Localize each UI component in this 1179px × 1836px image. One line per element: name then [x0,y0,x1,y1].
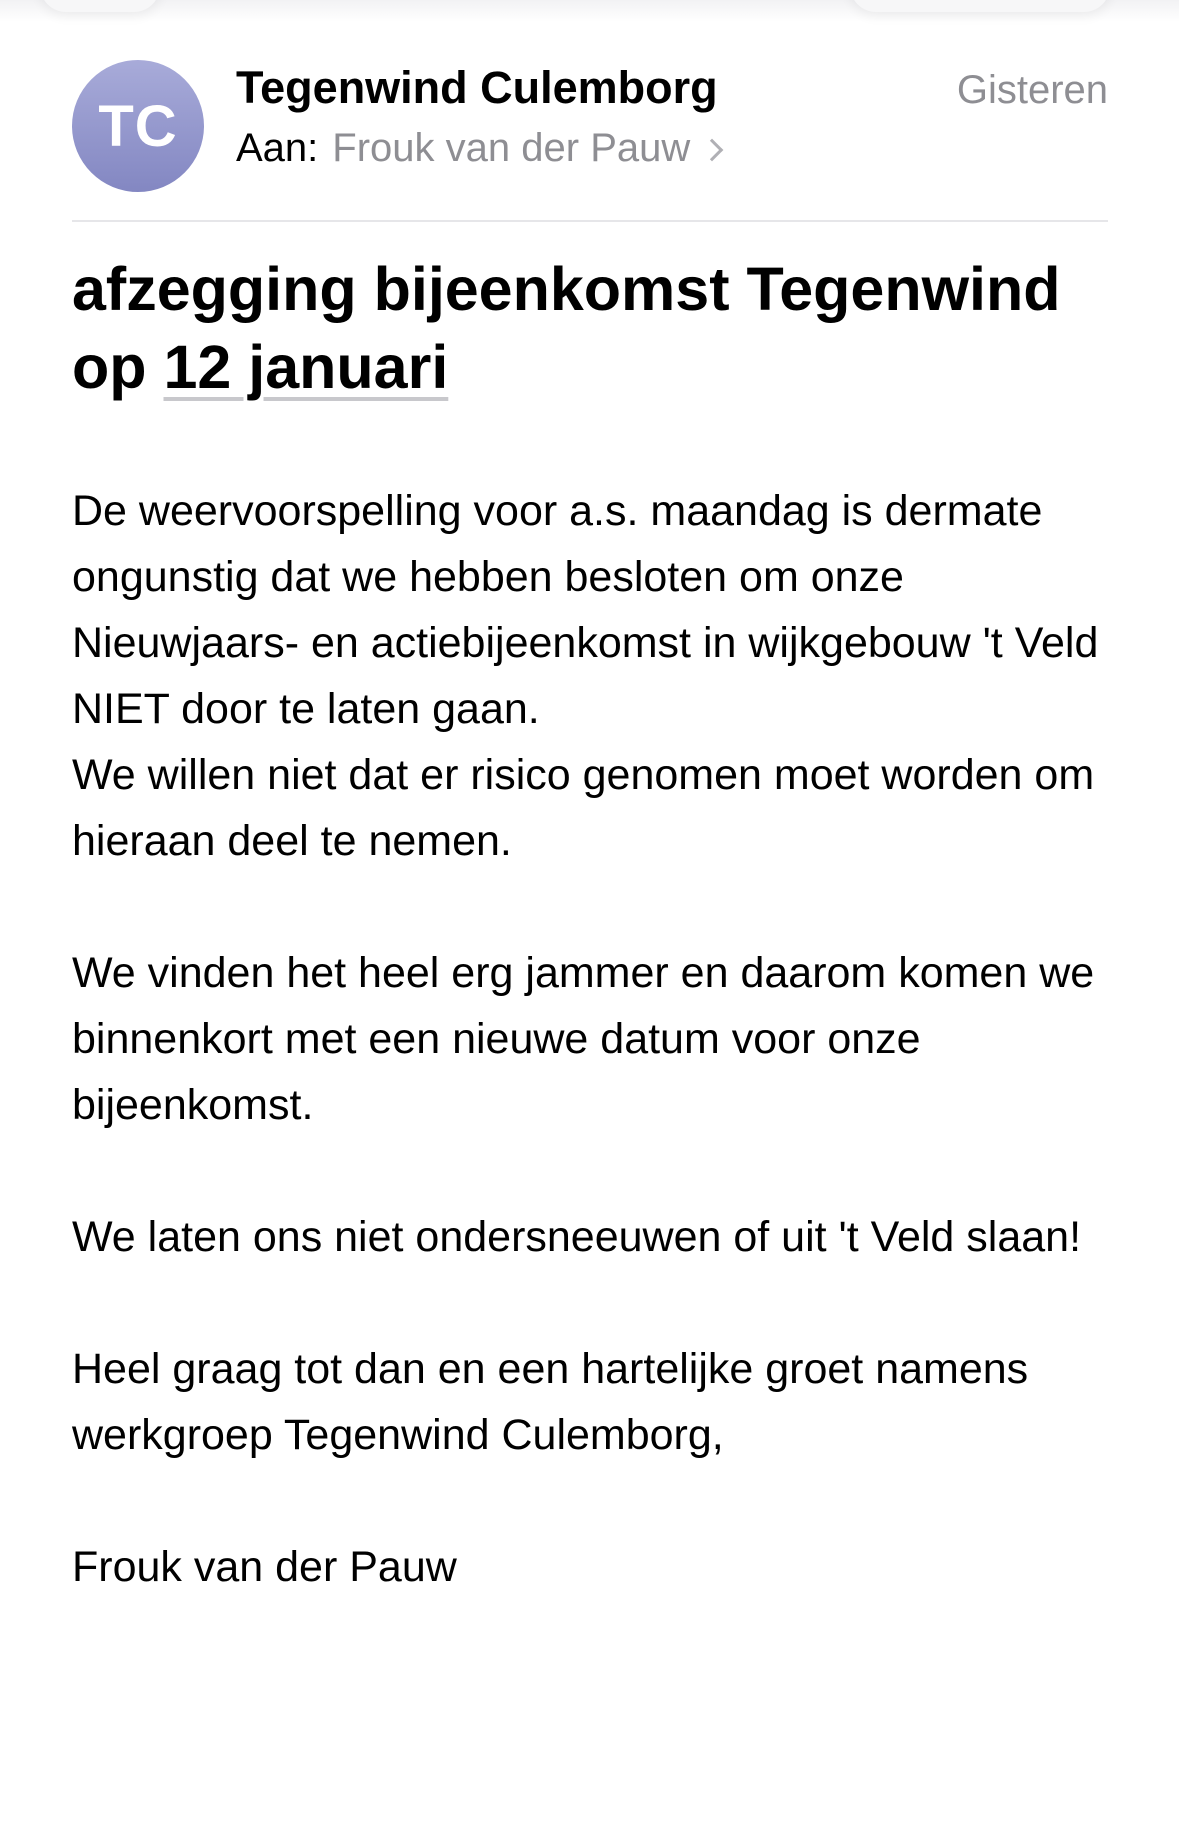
chevron-right-icon[interactable] [701,138,724,161]
toolbar-button-left[interactable] [40,0,160,12]
header-divider [72,220,1108,222]
sender-name[interactable]: Tegenwind Culemborg [236,62,718,113]
message-body [72,478,1132,1666]
message-date: Gisteren [956,68,1108,112]
subject-text: afzegging bijeenkomst Tegenwind op [72,255,1061,401]
body-paragraph: We vinden het heel erg jammer en daarom komen we binnenkort met een nieuwe datum voor onze bijeenkomst. [72,949,1095,1129]
avatar-initials: TC [98,93,178,159]
subject-date-link[interactable]: 12 januari [163,333,449,401]
signature: Frouk van der Pauw [72,1543,457,1591]
avatar[interactable] [72,60,204,192]
message-subject [72,250,1112,406]
body-paragraph: We laten ons niet ondersneeuwen of uit 't Veld slaan! [72,1213,1082,1261]
recipient-name[interactable]: Frouk van der Pauw [332,126,691,170]
body-paragraph: Heel graag tot dan en een hartelijke groet namens werkgroep Tegenwind Culemborg, [72,1345,1029,1459]
recipient-row[interactable] [236,126,720,171]
recipient-label: Aan: [236,126,319,170]
message-header [72,60,1108,192]
body-paragraph: De weervoorspelling voor a.s. maandag is dermate ongunstig dat we hebben besloten om onze Nieuwjaars- en actiebijeenkomst in wijkgebouw 't Veld NIET door te laten gaan. We willen niet dat er risico genomen moet worden om hieraan deel te nemen. [72,487,1099,865]
toolbar-button-right[interactable] [850,0,1110,12]
